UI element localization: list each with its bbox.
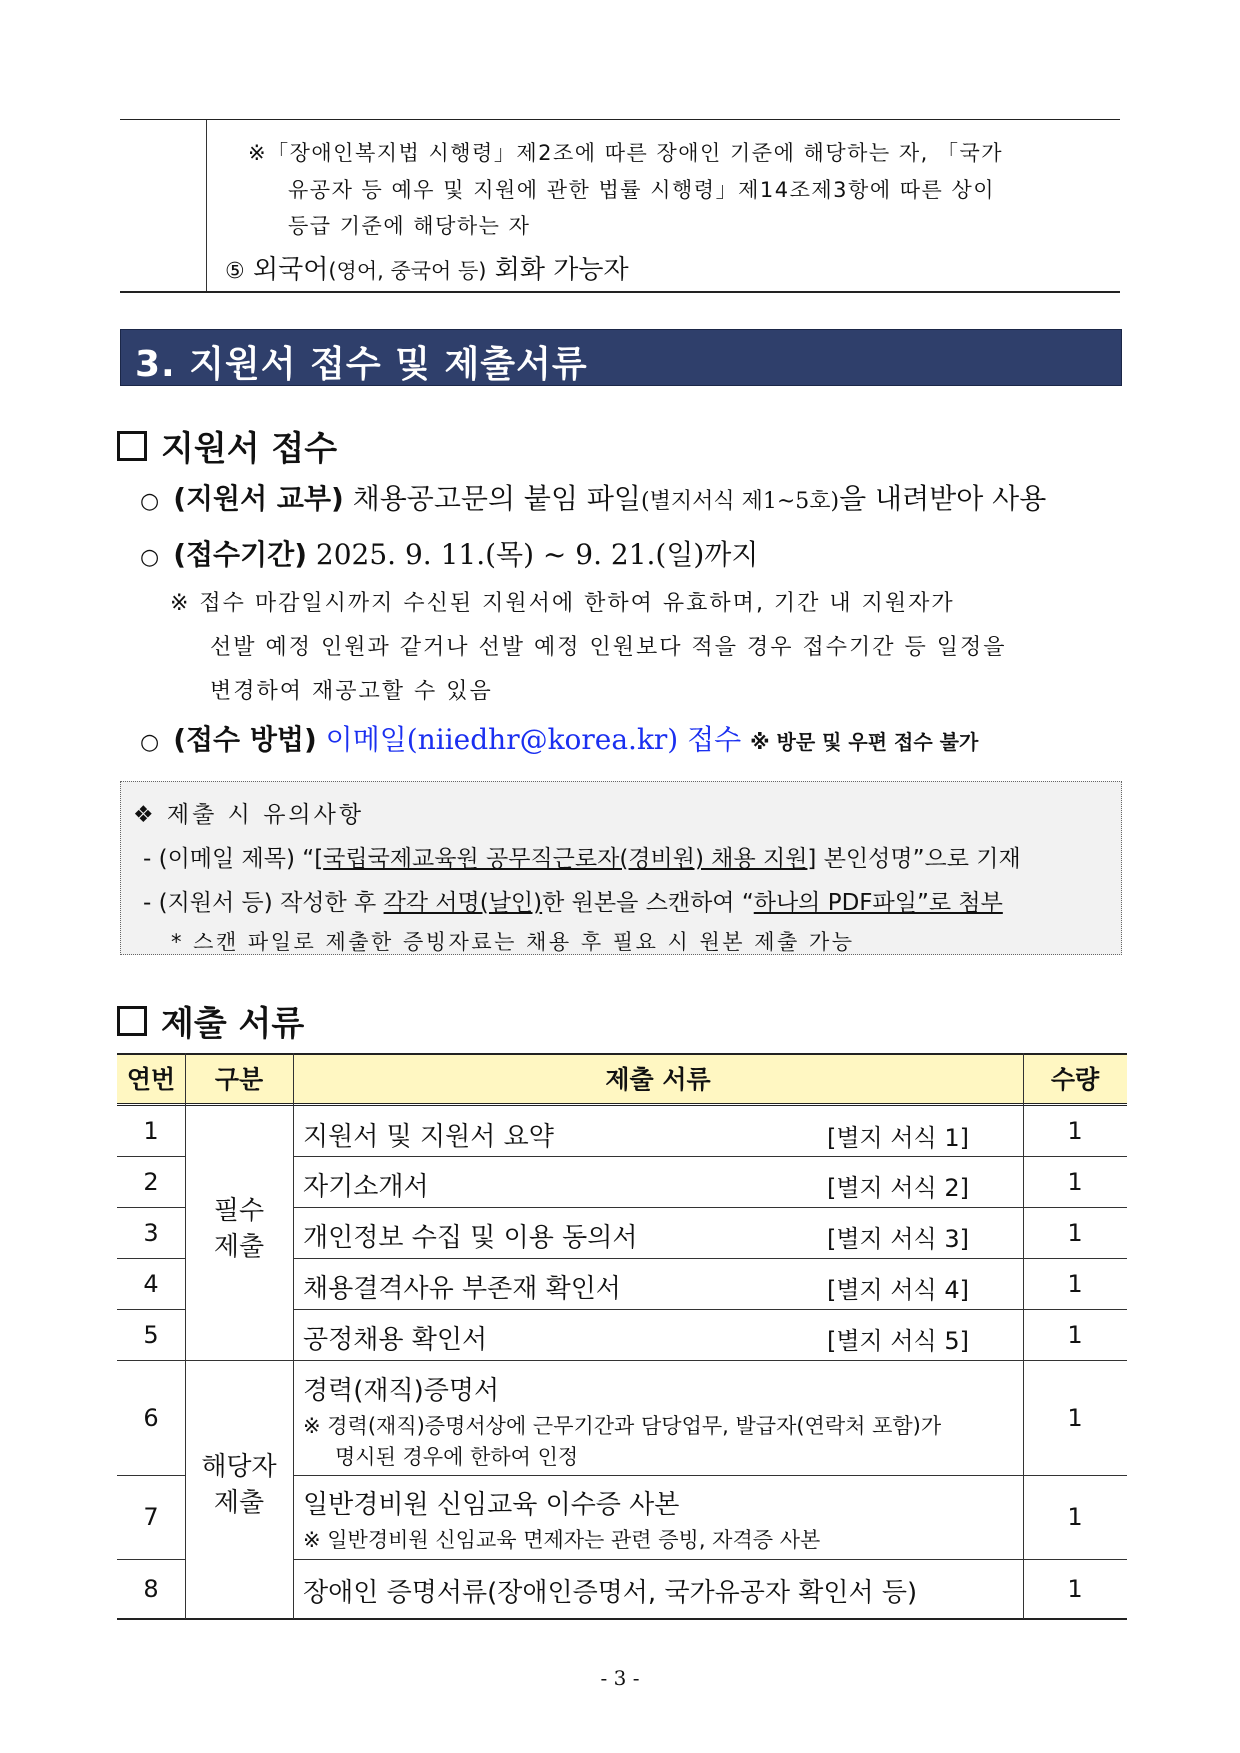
row-5-qty: 1 — [1067, 1320, 1083, 1349]
notice-title: ❖ 제출 시 유의사항 — [133, 802, 365, 828]
row-7-note-line1: ※ 일반경비원 신임교육 면제자는 관련 증빙, 자격증 사본 — [303, 1528, 821, 1552]
category-required: 필수 제출 — [213, 1196, 265, 1262]
row-5-form: [별지 서식 5] — [827, 1327, 969, 1355]
row-4-document: 채용결격사유 부존재 확인서 — [303, 1274, 621, 1304]
row-3-qty: 1 — [1067, 1218, 1083, 1247]
row-6-note-line2: 명시된 경우에 한하여 인정 — [335, 1445, 579, 1469]
row-4-no: 4 — [143, 1269, 159, 1298]
row-6-document: 경력(재직)증명서 — [303, 1376, 500, 1406]
row-1-document: 지원서 및 지원서 요약 — [303, 1122, 554, 1152]
notice-application-forms: - (지원서 등) 작성한 후 각각 서명(날인)한 원본을 스캔하여 “하나의 PDF파일”로 첨부 — [143, 890, 1003, 916]
row-5-no: 5 — [143, 1320, 159, 1349]
section-title: 3. 지원서 접수 및 제출서류 — [135, 344, 588, 385]
row-3-no: 3 — [143, 1218, 159, 1247]
table-divider — [206, 120, 207, 291]
disability-note-line3: 등급 기준에 해당하는 자 — [288, 214, 531, 238]
circle-bullet-icon: ○ — [140, 730, 160, 755]
email-address: 이메일(niiedhr@korea.kr) 접수 — [325, 723, 742, 756]
section-header — [120, 329, 1122, 386]
page-number: - 3 - — [600, 1666, 640, 1690]
bullet-receipt-method: ○ (접수 방법) 이메일(niiedhr@korea.kr) 접수 ※ 방문 및 우편 접수 불가 — [140, 723, 979, 756]
submission-notice-box — [120, 781, 1122, 955]
row-8-qty: 1 — [1067, 1574, 1083, 1603]
qualification-item-5: ⑤ 외국어(영어, 중국어 등) 회화 가능자 — [225, 255, 629, 285]
row-1-form: [별지 서식 1] — [827, 1124, 969, 1152]
row-8-document: 장애인 증명서류(장애인증명서, 국가유공자 확인서 등) — [303, 1578, 918, 1608]
receipt-heading: 지원서 접수 — [117, 421, 337, 470]
disability-note-line1: ※「장애인복지법 시행령」제2조에 따른 장애인 기준에 해당하는 자, 「국가 — [248, 141, 1004, 165]
row-6-note-line1: ※ 경력(재직)증명서상에 근무기간과 담당업무, 발급자(연락처 포함)가 — [303, 1414, 942, 1438]
top-continuation-table — [120, 119, 1120, 293]
category-applicable: 해당자 제출 — [201, 1452, 277, 1518]
receipt-remark-line2: 선발 예정 인원과 같거나 선발 예정 인원보다 적을 경우 접수기간 등 일정을 — [210, 635, 1007, 660]
row-4-qty: 1 — [1067, 1269, 1083, 1298]
checkbox-square-icon — [117, 1006, 147, 1036]
row-2-qty: 1 — [1067, 1167, 1083, 1196]
notice-email-subject: - (이메일 제목) “[국립국제교육원 공무직근로자(경비원) 채용 지원] 본인성명”으로 기재 — [143, 846, 1021, 872]
header-document: 제출 서류 — [293, 1053, 1023, 1103]
row-8-no: 8 — [143, 1574, 159, 1603]
row-4-form: [별지 서식 4] — [827, 1276, 969, 1304]
bullet-receipt-period: ○ (접수기간) 2025. 9. 11.(목) ~ 9. 21.(일)까지 — [140, 538, 759, 571]
circle-bullet-icon: ○ — [140, 545, 160, 570]
row-6-qty: 1 — [1067, 1403, 1083, 1432]
checkbox-square-icon — [117, 431, 147, 461]
row-7-qty: 1 — [1067, 1503, 1083, 1531]
header-quantity: 수량 — [1023, 1053, 1127, 1103]
row-7-no: 7 — [143, 1503, 159, 1531]
receipt-remark-line3: 변경하여 재공고할 수 있음 — [210, 679, 493, 704]
notice-scan-remark: * 스캔 파일로 제출한 증빙자료는 채용 후 필요 시 원본 제출 가능 — [171, 930, 855, 954]
header-no: 연번 — [117, 1053, 185, 1103]
bullet-application-form: ○ (지원서 교부) 채용공고문의 붙임 파일(별지서식 제1~5호)을 내려받아 사용 — [140, 482, 1047, 515]
row-2-form: [별지 서식 2] — [827, 1174, 969, 1202]
header-category: 구분 — [185, 1053, 293, 1103]
row-2-document: 자기소개서 — [303, 1172, 429, 1202]
receipt-remark-line1: ※ 접수 마감일시까지 수신된 지원서에 한하여 유효하며, 기간 내 지원자가 — [170, 591, 955, 616]
row-3-form: [별지 서식 3] — [827, 1225, 969, 1253]
row-5-document: 공정채용 확인서 — [303, 1325, 488, 1355]
documents-table — [117, 1053, 1127, 1619]
row-7-document: 일반경비원 신임교육 이수증 사본 — [303, 1490, 680, 1520]
row-2-no: 2 — [143, 1167, 159, 1196]
row-1-qty: 1 — [1067, 1116, 1083, 1145]
circle-bullet-icon: ○ — [140, 489, 160, 514]
row-6-no: 6 — [143, 1403, 159, 1432]
row-3-document: 개인정보 수집 및 이용 동의서 — [303, 1223, 638, 1253]
disability-note-line2: 유공자 등 예우 및 지원에 관한 법률 시행령」제14조제3항에 따른 상이 — [288, 178, 996, 202]
documents-heading: 제출 서류 — [117, 996, 304, 1045]
row-1-no: 1 — [143, 1116, 159, 1145]
